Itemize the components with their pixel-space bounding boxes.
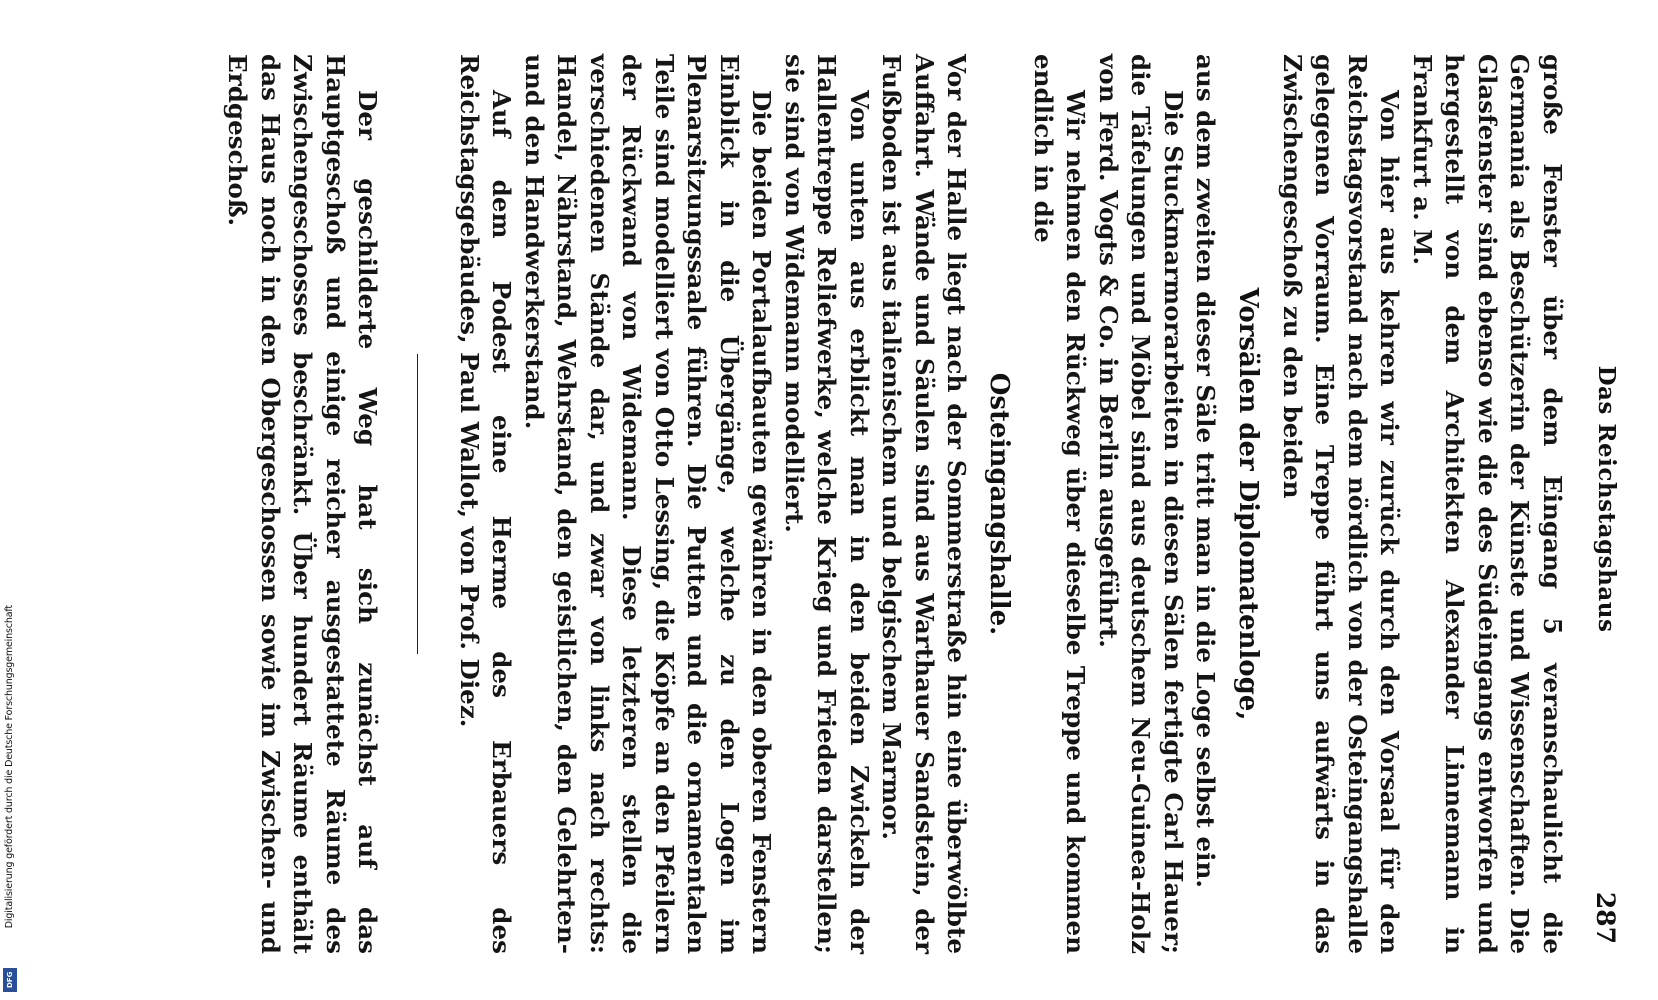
section-divider	[418, 354, 419, 654]
body-text	[221, 54, 1568, 954]
paragraph: Die Stuckmarmorarbeiten in diesen Sälen fertigte Carl Hauer; die Täfelungen und Möbel sind aus deutschem Neu-Guinea-Holz von Ferd. Vogts & Co. in Berlin ausgeführt.	[1094, 54, 1188, 954]
paragraph: Von unten aus erblickt man in den beiden Zwickeln der Hallentreppe Reliefwerke, welche Krieg und Frieden darstellen; sie sind von Widemann modelliert.	[780, 54, 874, 954]
running-title: Das Reichstagshaus	[1593, 365, 1620, 633]
paragraph: Der geschilderte Weg hat sich zunächst auf das Hauptgeschoß und einige reicher ausgestattete Räume des Zwischengeschosses beschränkt. Über hundert Räume enthält das Haus noch in den Obergeschossen sowie im Zwischen- und Erdgeschoß.	[223, 54, 383, 954]
digitization-notice: Digitalisierung gefördert durch die Deutsche Forschungsgemeinschaft	[4, 605, 15, 929]
paragraph: Vor der Halle liegt nach der Sommerstraße hin eine überwölbte Auffahrt. Wände und Säulen sind aus Warthauer Sandstein, der Fußboden ist aus italienischem und belgischem Marmor.	[877, 54, 972, 954]
dfg-logo: DFG	[3, 968, 17, 992]
section-heading: Vorsälen der Diplomatenloge,	[1233, 287, 1264, 721]
page-number: 287	[1591, 891, 1620, 944]
paragraph: Von hier aus kehren wir zurück durch den Vorsaal für den Reichstagsvorstand nach dem nördlich von der Osteingangshalle gelegenen Vorraum. Eine Treppe führt uns aufwärts in das Zwischengeschoß zu den beiden	[1278, 54, 1405, 954]
digitization-sidebar	[0, 0, 26, 1000]
paragraph: große Fenster über dem Eingang 5 veranschaulicht die Germania als Beschützerin der Künste und Wissenschaften. Die Glasfenster sind ebenso wie die des Südeingangs entworfen und hergestellt von dem Architekten Alexander Linnemann in Frankfurt a. M.	[1408, 54, 1567, 954]
scanned-page	[30, 14, 1620, 984]
paragraph: Die beiden Portalaufbauten gewähren in den oberen Fenstern Einblick in die Übergänge, welche zu den Logen im Plenarsitzungssaale führen. Die Putten und die ornamentalen Teile sind modelliert von Otto Lessing, die Köpfe an den Pfeilern der Rückwand von Widemann. Diese letzteren stellen die verschiedenen Stände dar, und zwar von links nach rechts: Handel, Nährstand, Wehrstand, den geistlichen, den Gelehrten- und den Handwerkerstand.	[520, 54, 777, 954]
paragraph: aus dem zweiten dieser Säle tritt man in die Loge selbst ein.	[1191, 54, 1221, 888]
paragraph: Wir nehmen den Rückweg über dieselbe Treppe und kommen endlich in die	[1029, 54, 1091, 954]
section-heading: Osteingangshalle.	[984, 372, 1015, 636]
paragraph: Auf dem Podest eine Herme des Erbauers des Reichstagsgebäudes, Paul Wallot, von Prof. Diez.	[455, 54, 517, 954]
running-head	[1580, 44, 1620, 954]
